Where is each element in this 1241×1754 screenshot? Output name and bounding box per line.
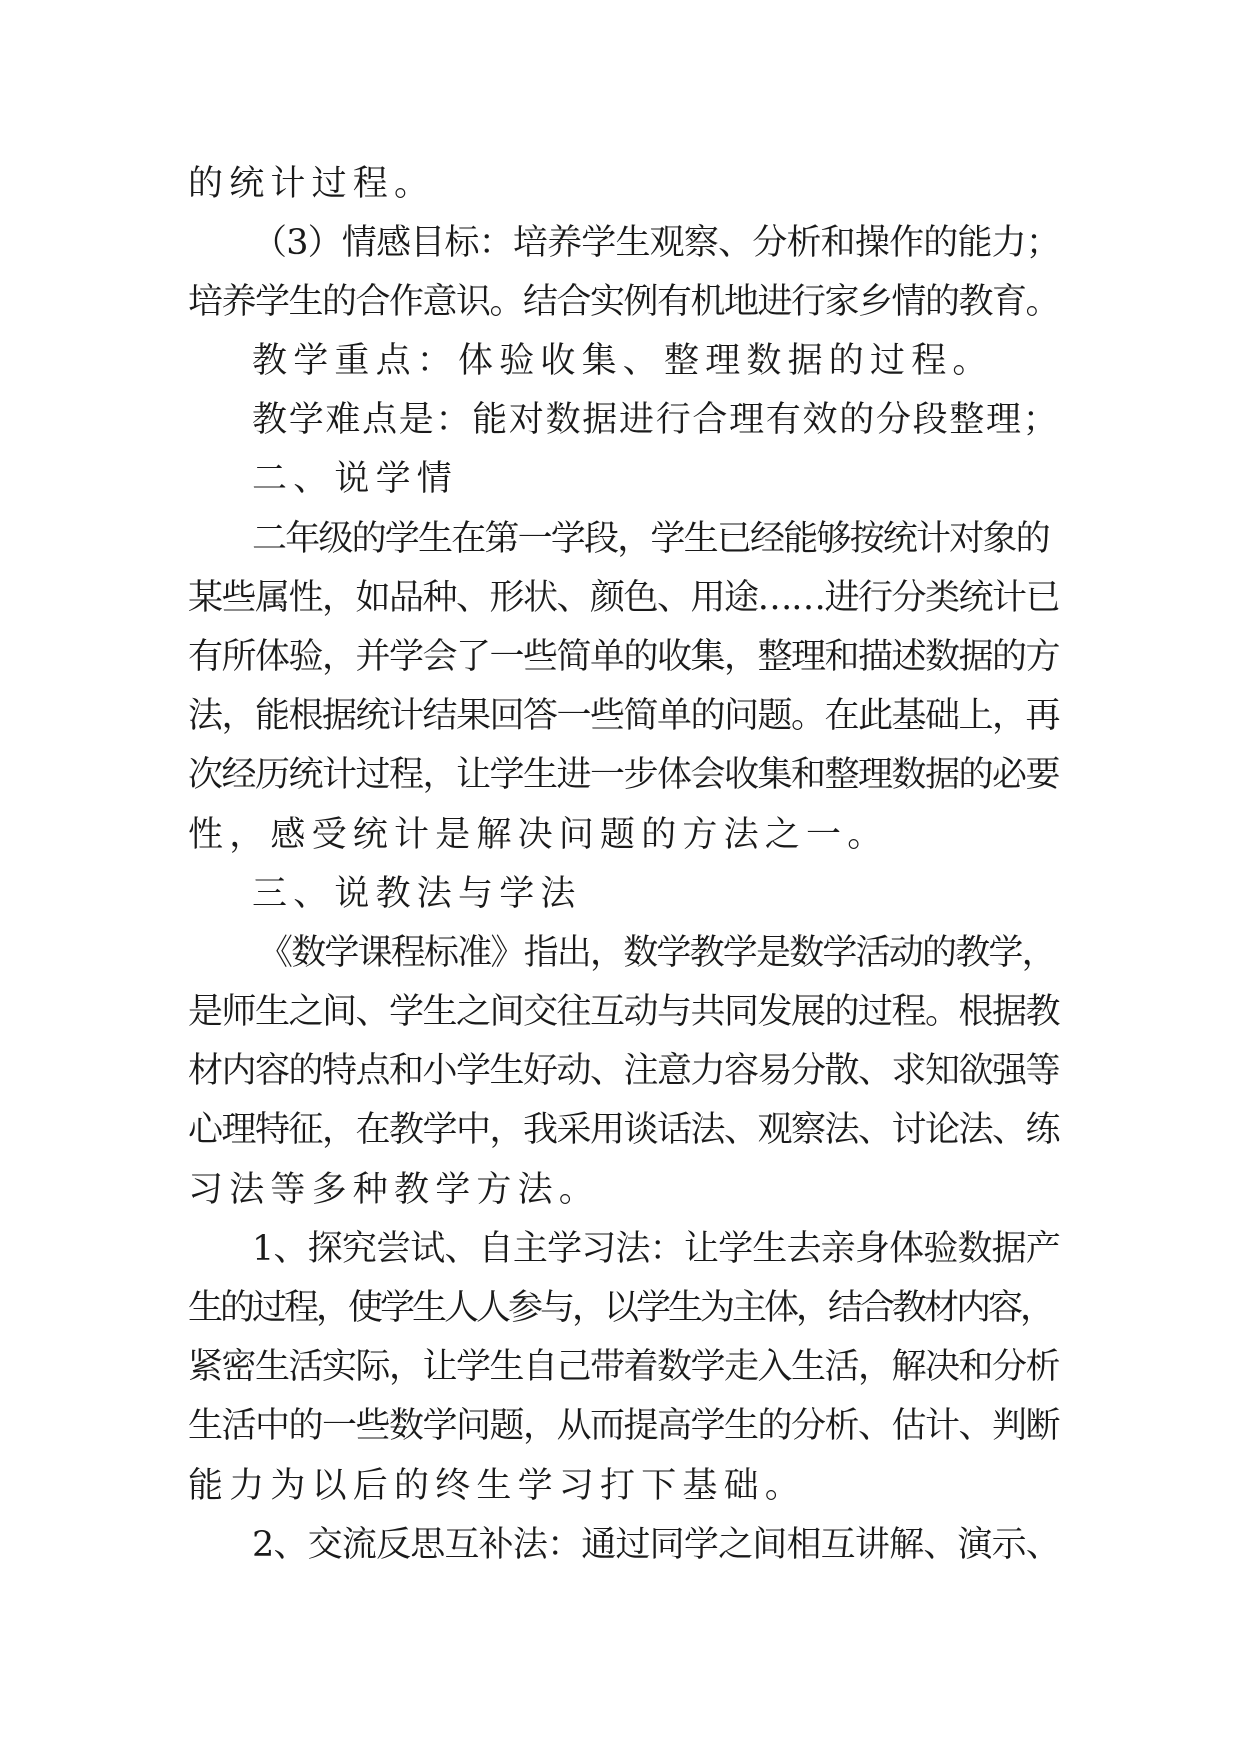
section-heading: 二、说学情: [252, 459, 459, 499]
text-line: 教学重点：体验收集、整理数据的过程。: [252, 341, 994, 381]
text-line: 材内容的特点和小学生好动、注意力容易分散、求知欲强等: [188, 1051, 1060, 1091]
text-line: 习法等多种教学方法。: [188, 1170, 601, 1210]
text-line: 是师生之间、学生之间交往互动与共同发展的过程。根据教: [188, 992, 1060, 1032]
text-line: 二年级的学生在第一学段，学生已经能够按统计对象的: [252, 519, 1049, 559]
text-line: 性，感受统计是解决问题的方法之一。: [188, 815, 889, 855]
text-line: （3）情感目标：培养学生观察、分析和操作的能力；: [252, 223, 1061, 263]
text-line: 法，能根据统计结果回答一些简单的问题。在此基础上，再: [188, 696, 1060, 736]
text-line: 《数学课程标准》指出，数学教学是数学活动的教学，: [258, 933, 1055, 973]
text-line: 的统计过程。: [188, 164, 436, 204]
text-line: 能力为以后的终生学习打下基础。: [188, 1466, 807, 1506]
text-line: 1、探究尝试、自主学习法：让学生去亲身体验数据产: [252, 1229, 1061, 1269]
text-line: 教学难点是：能对数据进行合理有效的分段整理；: [252, 400, 1060, 440]
text-line: 有所体验，并学会了一些简单的收集，整理和描述数据的方: [188, 637, 1060, 677]
text-line: 培养学生的合作意识。结合实例有机地进行家乡情的教育。: [188, 282, 1060, 322]
text-line: 某些属性，如品种、形状、颜色、用途……进行分类统计已: [188, 578, 1060, 618]
text-line: 生的过程，使学生人人参与，以学生为主体，结合教材内容，: [188, 1288, 1053, 1328]
section-heading: 三、说教法与学法: [252, 874, 582, 914]
text-line: 心理特征，在教学中，我采用谈话法、观察法、讨论法、练: [188, 1110, 1060, 1150]
text-line: 紧密生活实际，让学生自己带着数学走入生活，解决和分析: [188, 1347, 1060, 1387]
text-line: 2、交流反思互补法：通过同学之间相互讲解、演示、: [252, 1525, 1061, 1565]
text-line: 次经历统计过程，让学生进一步体会收集和整理数据的必要: [188, 755, 1060, 795]
text-line: 生活中的一些数学问题，从而提高学生的分析、估计、判断: [188, 1406, 1060, 1446]
